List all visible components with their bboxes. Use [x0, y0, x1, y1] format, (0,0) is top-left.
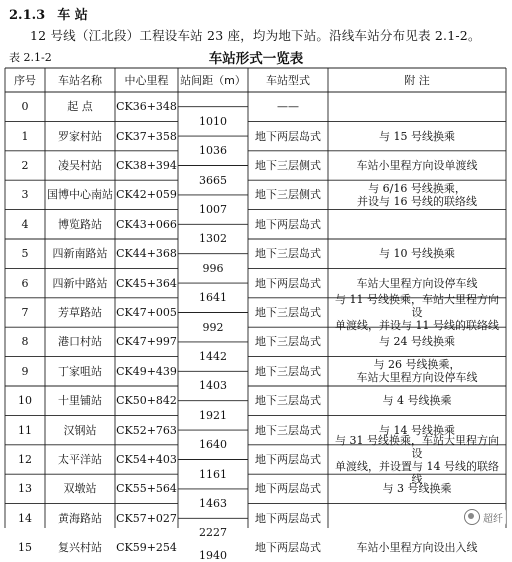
station-distance: 1463 — [199, 497, 227, 511]
station-distance: 1921 — [199, 408, 227, 422]
station-distance: 1036 — [199, 144, 227, 158]
station-note: 车站大里程方向设停车线 — [356, 276, 478, 290]
station-distance: 1302 — [199, 232, 227, 246]
station-distance: 1640 — [199, 438, 227, 452]
row-number: 11 — [18, 423, 32, 437]
station-note: 与 11 号线换乘，车站大里程方向设 单渡线，并设与 11 号线的联络线 — [335, 293, 499, 332]
station-name: 双墩站 — [63, 482, 97, 496]
watermark — [461, 508, 506, 526]
station-name: 博览路站 — [58, 217, 102, 231]
station-note: 与 6/16 号线换乘， 并设与 16 号线的联络线 — [357, 181, 477, 208]
station-name: 四新中路站 — [52, 276, 108, 290]
header-no: 序号 — [14, 73, 36, 87]
station-type: 地下两层岛式 — [255, 217, 321, 231]
station-distance: 1641 — [199, 291, 227, 305]
center-mileage: CK42+059 — [116, 188, 177, 202]
station-distance: 1010 — [199, 114, 227, 128]
station-note: 与 10 号线换乘 — [379, 247, 455, 261]
section-number: 2.1.3 — [9, 8, 46, 23]
row-number: 8 — [21, 335, 29, 349]
center-mileage: CK52+763 — [116, 423, 177, 437]
center-mileage: CK57+027 — [116, 511, 177, 525]
station-name: 四新南路站 — [52, 247, 108, 261]
station-name: 太平洋站 — [58, 452, 102, 466]
station-distance: 1940 — [199, 548, 227, 562]
center-mileage: CK59+254 — [116, 541, 177, 555]
center-mileage: CK49+439 — [116, 364, 177, 378]
row-number: 7 — [21, 305, 29, 319]
center-mileage: CK43+066 — [116, 217, 177, 231]
station-distance: 3665 — [199, 173, 227, 187]
station-type: 地下三层岛式 — [255, 423, 321, 437]
station-type: 地下三层岛式 — [255, 247, 321, 261]
row-number: 10 — [18, 394, 32, 408]
section-title: 车 站 — [57, 8, 88, 23]
header-notes: 附 注 — [404, 73, 430, 87]
station-type: 地下两层岛式 — [255, 511, 321, 525]
station-distance: 2227 — [199, 526, 227, 540]
station-note: 与 15 号线换乘 — [379, 129, 455, 143]
table-title: 车站形式一览表 — [208, 51, 304, 67]
row-number: 5 — [21, 247, 29, 261]
station-type: 地下三层岛式 — [255, 335, 321, 349]
table-label: 表 2.1-2 — [9, 51, 52, 64]
center-mileage: CK47+997 — [116, 335, 177, 349]
header-center-mileage: 中心里程 — [124, 73, 169, 87]
row-number: 15 — [18, 541, 32, 555]
station-name: 港口村站 — [58, 335, 102, 349]
station-name: 丁家咀站 — [58, 364, 102, 378]
station-type: 地下两层岛式 — [255, 541, 321, 555]
header-station-type: 车站型式 — [266, 73, 310, 87]
header-distance: 站间距（m） — [180, 73, 246, 87]
header-station-name: 车站名称 — [58, 73, 102, 87]
row-number: 3 — [21, 188, 29, 202]
station-type: 地下三层岛式 — [255, 305, 321, 319]
center-mileage: CK50+842 — [116, 394, 177, 408]
row-number: 13 — [18, 482, 32, 496]
station-type: 地下两层岛式 — [255, 452, 321, 466]
center-mileage: CK55+564 — [116, 482, 177, 496]
station-type: 地下三层侧式 — [255, 188, 321, 202]
center-mileage: CK47+005 — [116, 305, 177, 319]
center-mileage: CK44+368 — [116, 247, 177, 261]
station-note — [330, 210, 504, 239]
station-name: 起 点 — [67, 100, 93, 114]
row-number: 4 — [21, 217, 29, 231]
center-mileage: CK38+394 — [116, 158, 177, 172]
station-type: —— — [277, 100, 299, 114]
station-type: 地下两层岛式 — [255, 482, 321, 496]
station-name: 凌吴村站 — [58, 158, 102, 172]
row-number: 12 — [18, 452, 32, 466]
station-name: 汉钢站 — [63, 423, 97, 437]
station-distance: 992 — [202, 320, 224, 334]
station-name: 黄海路站 — [58, 511, 102, 525]
station-type: 地下三层岛式 — [255, 394, 321, 408]
station-distance: 1442 — [199, 350, 227, 364]
row-number: 1 — [21, 129, 29, 143]
station-distance: 996 — [202, 261, 224, 275]
station-name: 罗家村站 — [58, 129, 102, 143]
station-type: 地下两层岛式 — [255, 276, 321, 290]
row-number: 2 — [21, 158, 29, 172]
station-note: 与 26 号线换乘， 车站大里程方向设停车线 — [356, 358, 478, 385]
station-name: 十里铺站 — [58, 394, 102, 408]
station-name: 国博中心南站 — [47, 188, 113, 202]
row-number: 0 — [21, 100, 29, 114]
station-note: 车站小里程方向设出入线 — [356, 541, 478, 555]
station-distance: 1007 — [199, 203, 227, 217]
station-type: 地下三层岛式 — [255, 364, 321, 378]
station-name: 芳草路站 — [58, 305, 102, 319]
station-note: 与 31 号线换乘，车站大里程方向设 单渡线，并设置与 14 号线的联络线 — [335, 433, 499, 486]
station-note: 与 14 号线换乘 — [379, 423, 455, 437]
wechat-logo-icon — [464, 509, 480, 525]
station-note — [330, 92, 504, 121]
row-number: 14 — [18, 511, 32, 525]
center-mileage: CK37+358 — [116, 129, 177, 143]
station-distance: 1403 — [199, 379, 227, 393]
center-mileage: CK54+403 — [116, 452, 177, 466]
station-note: 与 24 号线换乘 — [379, 335, 455, 349]
center-mileage: CK45+364 — [116, 276, 177, 290]
station-type: 地下三层侧式 — [255, 158, 321, 172]
intro-paragraph: 12 号线（江北段）工程设车站 23 座，均为地下站。沿线车站分布见表 2.1-2。 — [30, 28, 481, 43]
row-number: 9 — [21, 364, 29, 378]
watermark-text: 超纤 — [483, 513, 503, 525]
station-note: 与 4 号线换乘 — [382, 394, 452, 408]
station-distance: 1161 — [199, 467, 227, 481]
station-name: 复兴村站 — [58, 541, 102, 555]
station-type: 地下两层岛式 — [255, 129, 321, 143]
station-note: 车站小里程方向设单渡线 — [356, 158, 478, 172]
center-mileage: CK36+348 — [116, 100, 177, 114]
station-note: 与 3 号线换乘 — [382, 482, 452, 496]
row-number: 6 — [21, 276, 29, 290]
